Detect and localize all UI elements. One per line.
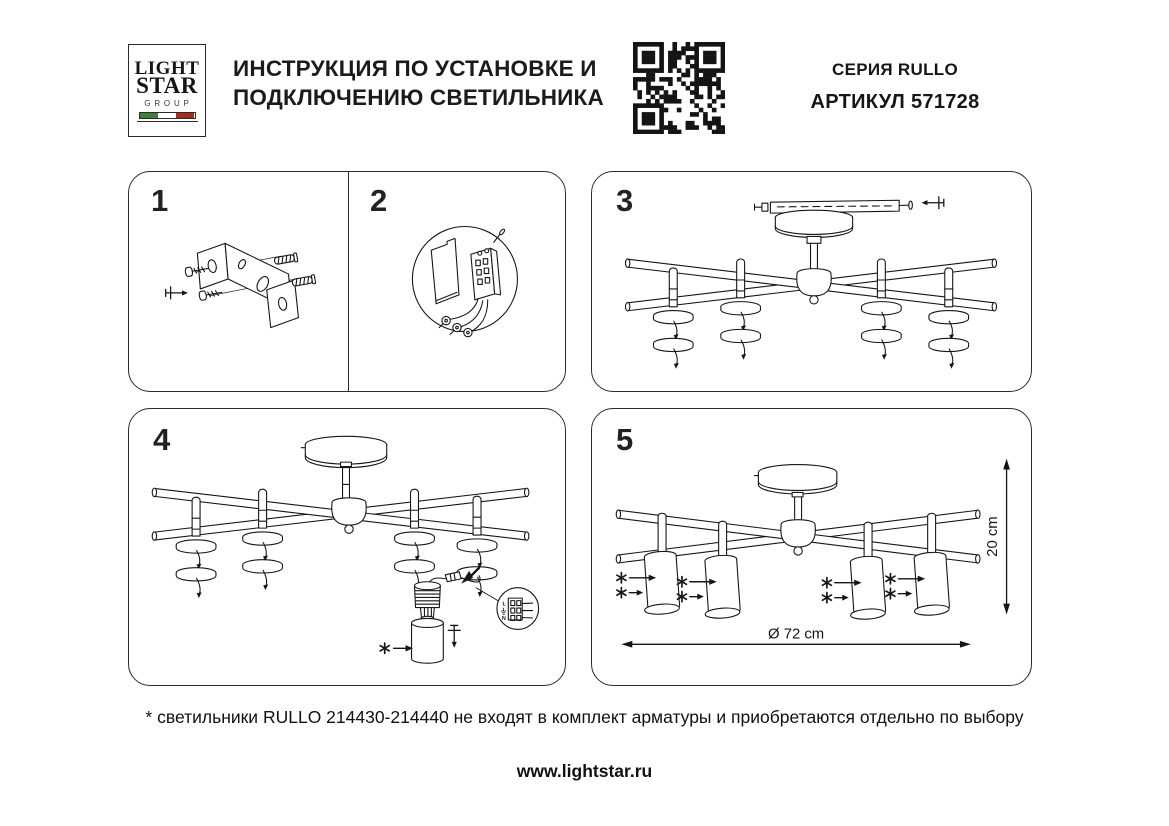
bracket-left-plate [197, 243, 228, 289]
asterisk-icon [822, 578, 831, 588]
italian-flag-icon [139, 112, 196, 119]
qr-code [633, 42, 725, 134]
central-hub [797, 269, 831, 304]
arrow-icon [1003, 604, 1010, 615]
asterisk-icon [617, 588, 626, 598]
cover-plate [431, 238, 459, 303]
step-1-number: 1 [151, 183, 169, 218]
title-line-1: ИНСТРУКЦИЯ ПО УСТАНОВКЕ И [233, 56, 597, 81]
detail-circle [412, 227, 517, 332]
width-dim-label: Ø 72 cm [768, 626, 825, 643]
panel-step-4 [128, 408, 566, 686]
asterisk-icon [822, 592, 831, 602]
height-dim-label: 20 cm [985, 516, 1002, 557]
step-5-illustration [592, 409, 1031, 685]
page-title [233, 54, 604, 112]
lamp-shade [847, 555, 887, 620]
step-4-illustration [129, 409, 565, 685]
panel-steps-1-2 [128, 171, 566, 392]
product-info [770, 60, 1020, 114]
lamp-holder [395, 489, 435, 590]
asterisk-icon [380, 643, 389, 653]
lamp-holder [176, 497, 216, 598]
lamp-shade [641, 550, 681, 615]
arrow-icon [842, 595, 848, 601]
lamp-holder [653, 268, 693, 369]
logo-word-star: STAR [136, 73, 198, 98]
central-hub [781, 520, 816, 555]
step-5-number: 5 [616, 422, 634, 457]
ceiling-canopy [775, 210, 852, 237]
width-dimension [621, 626, 970, 647]
terminal-label-l: L [502, 601, 506, 608]
screw-cross-icon [166, 287, 188, 299]
arrow-icon [621, 641, 632, 648]
arrow-icon [637, 590, 643, 596]
logo-word-light: LIGHT [134, 58, 200, 79]
article-label: АРТИКУЛ 571728 [810, 91, 980, 113]
lamp-socket [415, 582, 441, 621]
ring-terminal [464, 328, 472, 336]
arrow-icon [1003, 459, 1010, 470]
wire-connector [445, 572, 461, 582]
dowel-icon [274, 253, 298, 266]
terminal-detail [497, 588, 539, 630]
asterisk-icon [677, 577, 686, 587]
central-hub [332, 498, 367, 533]
logo-underline [137, 121, 198, 122]
lamp-shade [701, 554, 741, 619]
terminal-label-n: N [501, 615, 506, 622]
website-url: www.lightstar.ru [516, 761, 653, 781]
lamp-shade [412, 618, 444, 663]
arrow-icon [960, 641, 971, 648]
series-label: СЕРИЯ RULLO [832, 60, 958, 79]
lamp-holder [929, 268, 969, 369]
asterisk-icon [617, 573, 626, 583]
logo-word-group: GROUP [144, 99, 193, 108]
lamp-shade [910, 551, 950, 616]
title-line-2: ПОДКЛЮЧЕНИЮ СВЕТИЛЬНИКА [233, 85, 604, 110]
step-4-number: 4 [153, 422, 171, 457]
step-2-number: 2 [370, 183, 388, 218]
lightstar-logo [128, 44, 206, 137]
asterisk-icon [886, 588, 895, 598]
height-dimension [985, 459, 1010, 615]
ceiling-canopy [754, 465, 836, 494]
wiring-detail [412, 227, 517, 337]
arrow-icon [697, 594, 703, 600]
panel-step-3 [591, 171, 1032, 392]
step-1-2-illustration [129, 172, 565, 391]
step-3-illustration [592, 172, 1031, 391]
footnote: * светильники RULLO 214430-214440 не входят в комплект арматуры и приобретаются отдельно по выбору [145, 707, 1024, 727]
step-3-number: 3 [616, 183, 634, 218]
panel-step-5 [591, 408, 1032, 686]
arrow-icon [906, 591, 912, 597]
asterisk-icon [886, 574, 895, 584]
dowel-icon [292, 275, 316, 288]
screw-cross-icon [448, 625, 460, 647]
screw-cross-icon [921, 197, 943, 209]
